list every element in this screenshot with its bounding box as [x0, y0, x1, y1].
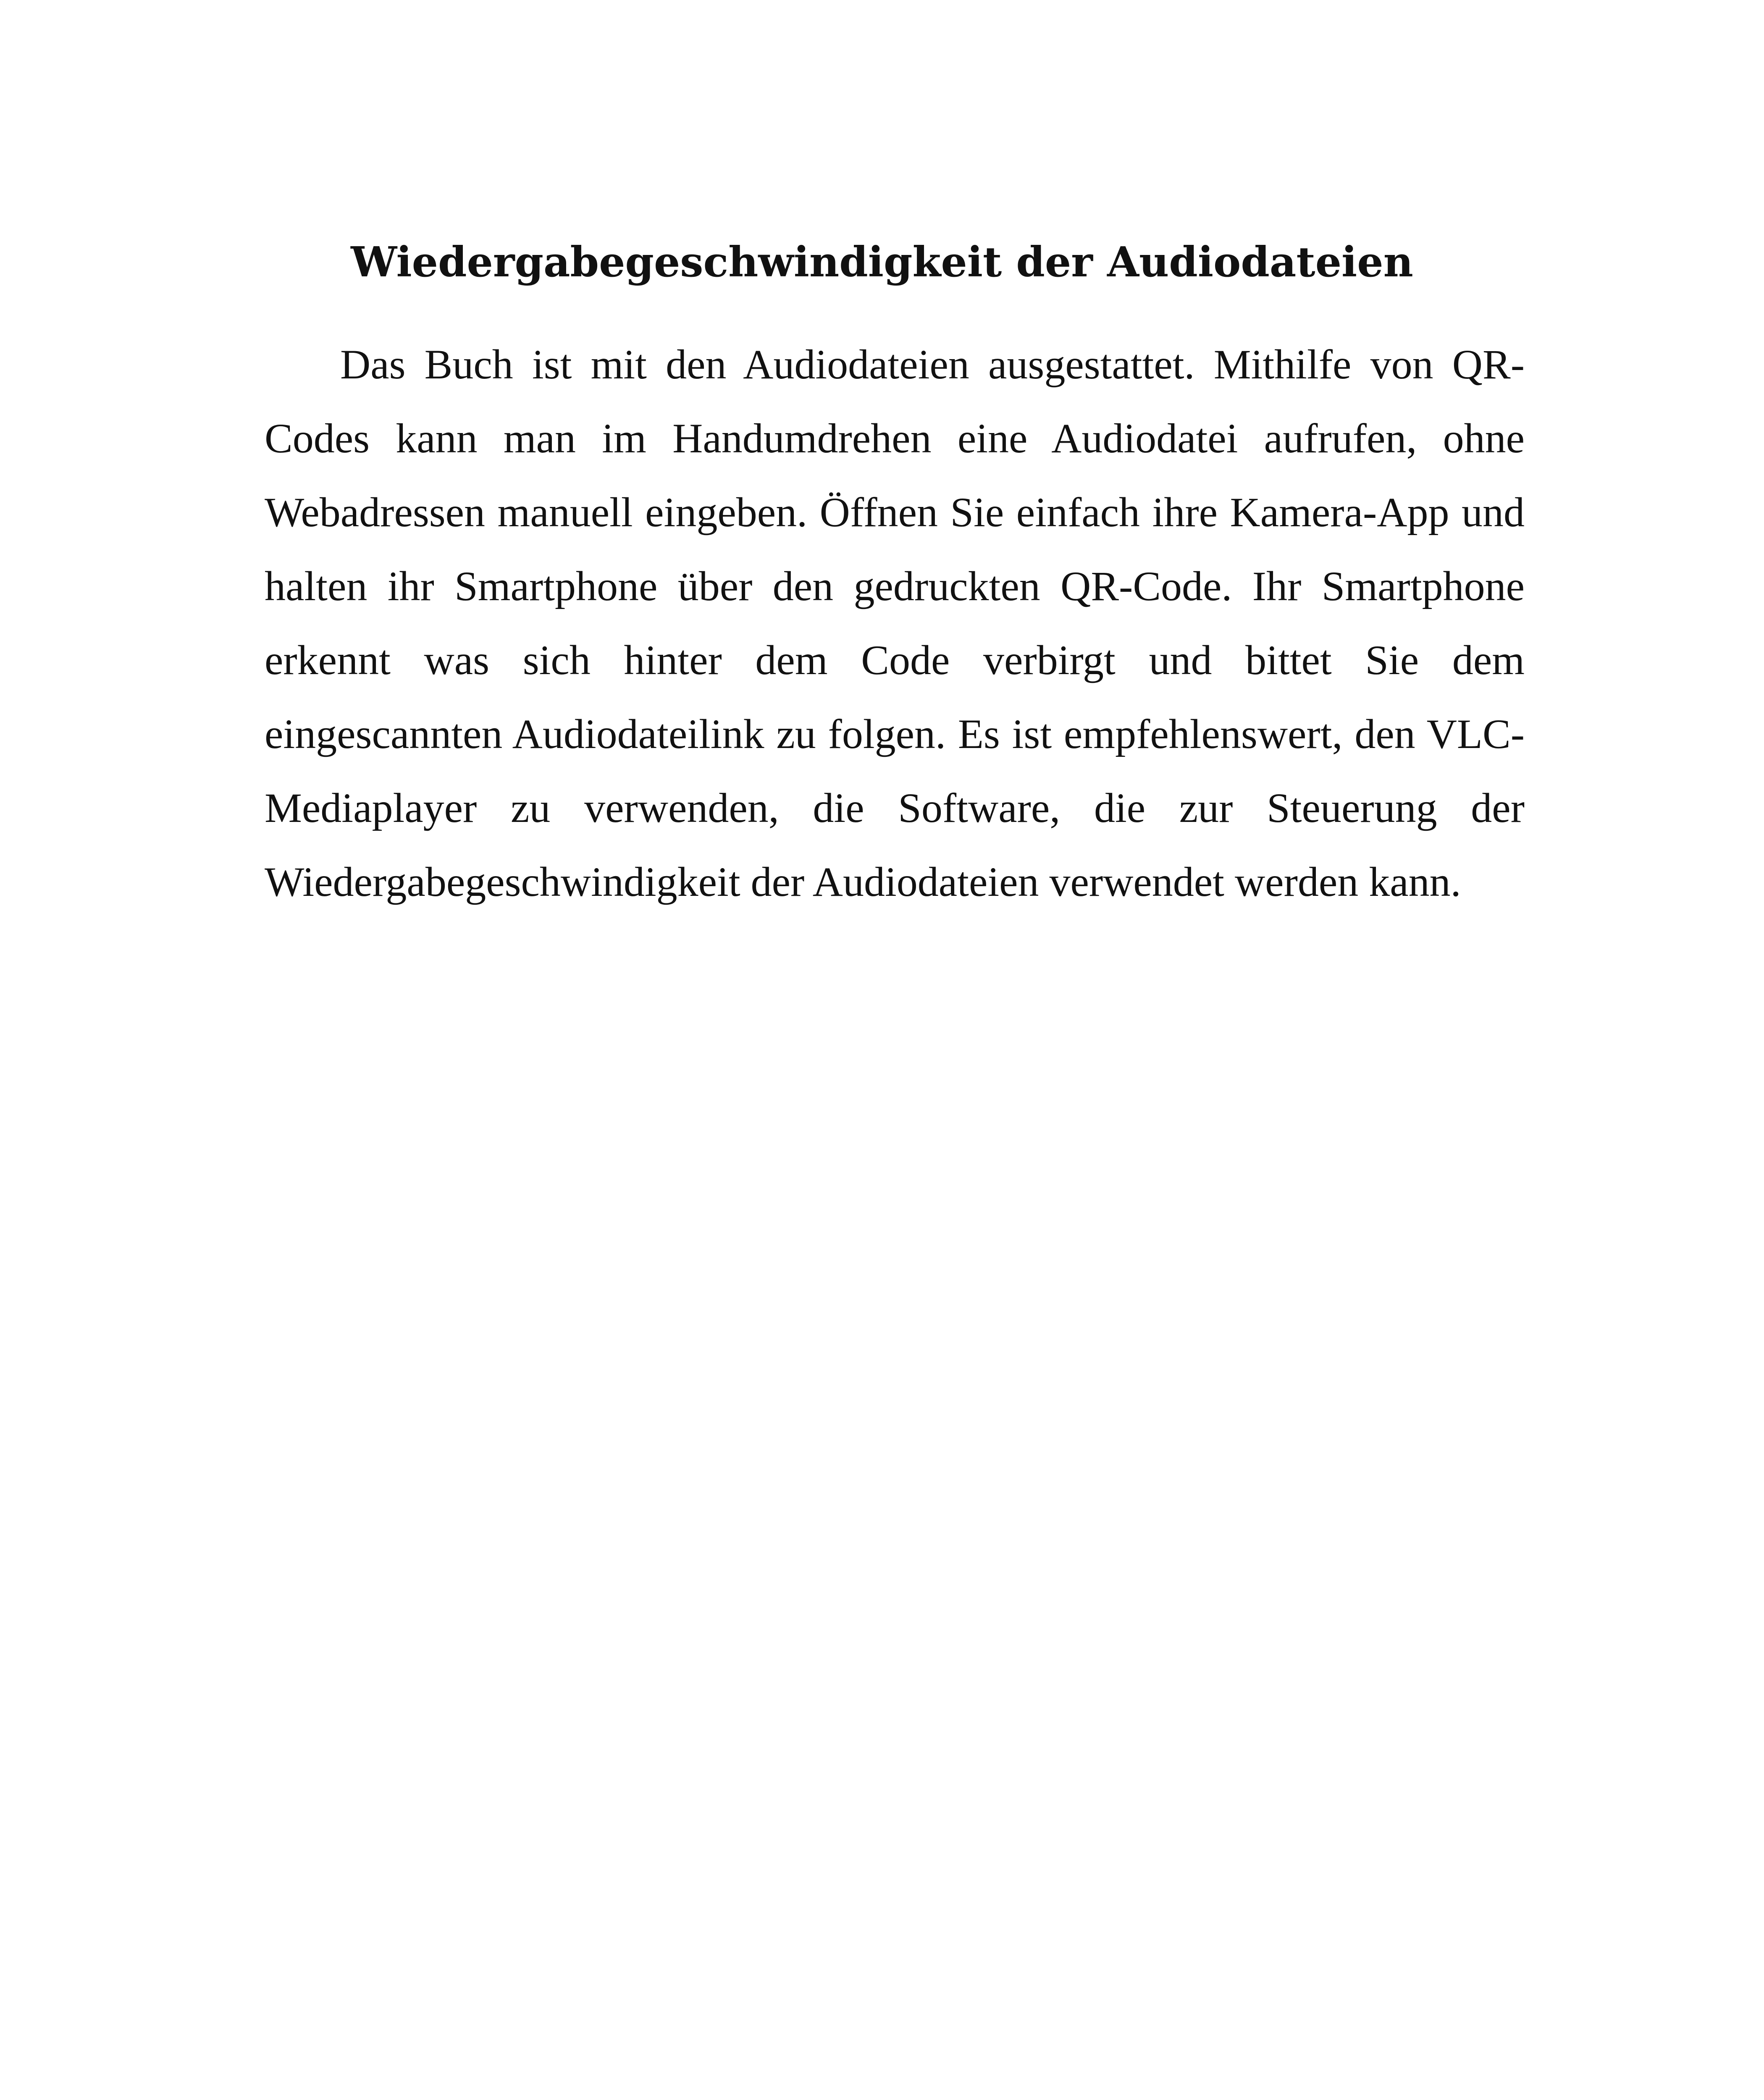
- page-heading: Wiedergabegeschwindigkeit der Audiodateien: [351, 238, 1413, 286]
- body-paragraph: Das Buch ist mit den Audiodateien ausgestattet. Mithilfe von QR-Codes kann man im Handumdrehen eine Audiodatei aufrufen, ohne Webadressen manuell eingeben. Öffnen Sie einfach ihre Kamera-App und halten ihr Smartphone über den gedruckten QR-Code. Ihr Smartphone erkennt was sich hinter dem Code verbirgt und bittet Sie dem eingescannten Audiodateilink zu folgen. Es ist empfehlenswert, den VLC-Mediaplayer zu verwenden, die Software, die zur Steuerung der Wiedergabegeschwindigkeit der Audiodateien verwendet werden kann.: [265, 341, 1525, 905]
